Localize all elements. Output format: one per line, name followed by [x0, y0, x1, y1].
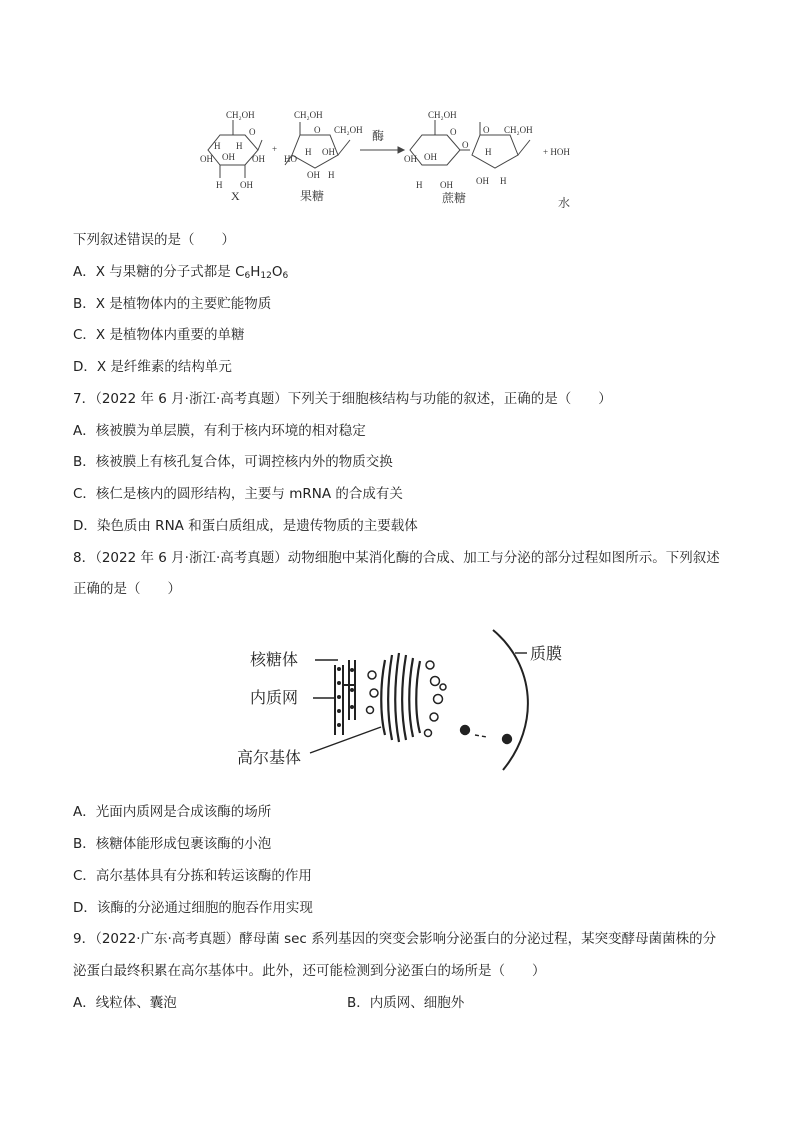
x-oh-label-3: OH: [252, 154, 265, 164]
plus-sign: +: [272, 144, 278, 154]
q6-option-a-sub-1: 6: [244, 271, 251, 281]
fructose-ch2oh-label-2: CH₂OH: [334, 125, 363, 135]
secretion-path: [461, 726, 512, 744]
ribosome-label: 核糖体: [250, 650, 299, 669]
q8-option-d: D．该酶的分泌通过细胞的胞吞作用实现: [73, 900, 313, 916]
q7-option-a: A．核被膜为单层膜，有利于核内环境的相对稳定: [73, 423, 366, 439]
sucrose-oh-label-1: OH: [404, 154, 417, 164]
fructose-oh-label-1: OH: [322, 147, 335, 157]
q6-option-a-sub-2: 12: [260, 271, 272, 281]
x-h-label-3: H: [216, 180, 223, 190]
cell-secretion-figure: [235, 625, 563, 775]
q8-option-b: B．核糖体能形成包裹该酶的小泡: [73, 836, 272, 852]
q8-stem-line-1: 8．（2022 年 6 月·浙江·高考真题）动物细胞中某消化酶的合成、加工与分泌的部分过程如图所示。下列叙述: [73, 550, 720, 566]
x-h-label-1: H: [214, 141, 221, 151]
q6-option-b: B．X 是植物体内的主要贮能物质: [73, 296, 272, 312]
q6-option-d: D．X 是纤维素的结构单元: [73, 359, 232, 375]
ribosome-dots: [337, 667, 354, 727]
reaction-arrow-icon: [360, 147, 404, 153]
golgi-apparatus: [381, 653, 420, 742]
x-ch2oh-label: CH₂OH: [226, 110, 255, 120]
q6-option-a-prefix: A．X 与果糖的分子式都是 C: [73, 264, 245, 280]
q7-option-c: C．核仁是核内的圆形结构，主要与 mRNA 的合成有关: [73, 486, 403, 502]
q6-option-a: [73, 263, 288, 285]
sucrose-o-label-1: O: [450, 127, 457, 137]
water-formula-label: + HOH: [543, 147, 570, 157]
sucrose-o-label-3: O: [483, 125, 490, 135]
q6-stem: 下列叙述错误的是（ ）: [73, 232, 235, 248]
q7-option-b: B．核被膜上有核孔复合体，可调控核内外的物质交换: [73, 454, 393, 470]
q6-option-a-o: O: [271, 264, 283, 280]
sucrose-ch2oh-label-1: CH₂OH: [428, 110, 457, 120]
x-oh-label-4: OH: [240, 180, 253, 190]
x-oh-label-1: OH: [222, 152, 235, 162]
q6-option-c: C．X 是植物体内重要的单糖: [73, 327, 245, 343]
sucrose-oh-label-3: OH: [440, 180, 453, 190]
fructose-o-label: O: [314, 125, 321, 135]
sucrose-oh-label-4: OH: [476, 176, 489, 186]
sucrose-h-label-2: H: [485, 147, 492, 157]
fructose-oh-label-2: OH: [307, 170, 320, 180]
er-label: 内质网: [250, 688, 299, 707]
vesicles: [367, 661, 447, 737]
q8-option-a: A．光面内质网是合成该酶的场所: [73, 804, 272, 820]
plasma-membrane-label: 质膜: [530, 644, 563, 663]
sucrose-synthesis-figure: [200, 100, 590, 215]
fructose-ch2oh-label-1: CH₂OH: [294, 110, 323, 120]
sucrose-oh-label-2: OH: [424, 152, 437, 162]
q9-option-a: A．线粒体、囊泡: [73, 995, 177, 1011]
x-label: X: [231, 189, 240, 203]
sucrose-h-label: H: [416, 180, 423, 190]
q7-option-d: D．染色质由 RNA 和蛋白质组成，是遗传物质的主要载体: [73, 518, 418, 534]
sucrose-o-label-2: O: [462, 140, 469, 150]
water-label: 水: [558, 196, 571, 210]
q9-option-b: B．内质网、细胞外: [347, 995, 465, 1011]
fructose-h-label-1: H: [305, 147, 312, 157]
sucrose-label: 蔗糖: [442, 191, 467, 205]
q8-option-c: C．高尔基体具有分拣和转运该酶的作用: [73, 868, 312, 884]
plasma-membrane: [493, 630, 528, 770]
sucrose-ch2oh-label-2: CH₂OH: [504, 125, 533, 135]
q9-stem-line-1: 9．（2022·广东·高考真题）酵母菌 sec 系列基因的突变会影响分泌蛋白的分泌过程，某突变酵母菌菌株的分: [73, 931, 717, 947]
q8-stem-line-2: 正确的是（ ）: [73, 581, 181, 597]
fructose-h-label-2: H: [328, 170, 335, 180]
sucrose-h-label-3: H: [500, 176, 507, 186]
x-o-label: O: [249, 127, 256, 137]
x-oh-label-2: OH: [200, 154, 213, 164]
enzyme-label: 酶: [372, 129, 385, 143]
q6-option-a-h: H: [250, 264, 261, 280]
golgi-label: 高尔基体: [237, 748, 302, 767]
q7-stem: 7．（2022 年 6 月·浙江·高考真题）下列关于细胞核结构与功能的叙述，正确的是（ ）: [73, 391, 612, 407]
x-h-label-2: H: [236, 141, 243, 151]
q6-option-a-sub-3: 6: [282, 271, 289, 281]
q9-stem-line-2: 泌蛋白最终积累在高尔基体中。此外，还可能检测到分泌蛋白的场所是（ ）: [73, 963, 546, 979]
fructose-ho-label: HO: [284, 154, 297, 164]
fructose-label: 果糖: [300, 189, 325, 203]
